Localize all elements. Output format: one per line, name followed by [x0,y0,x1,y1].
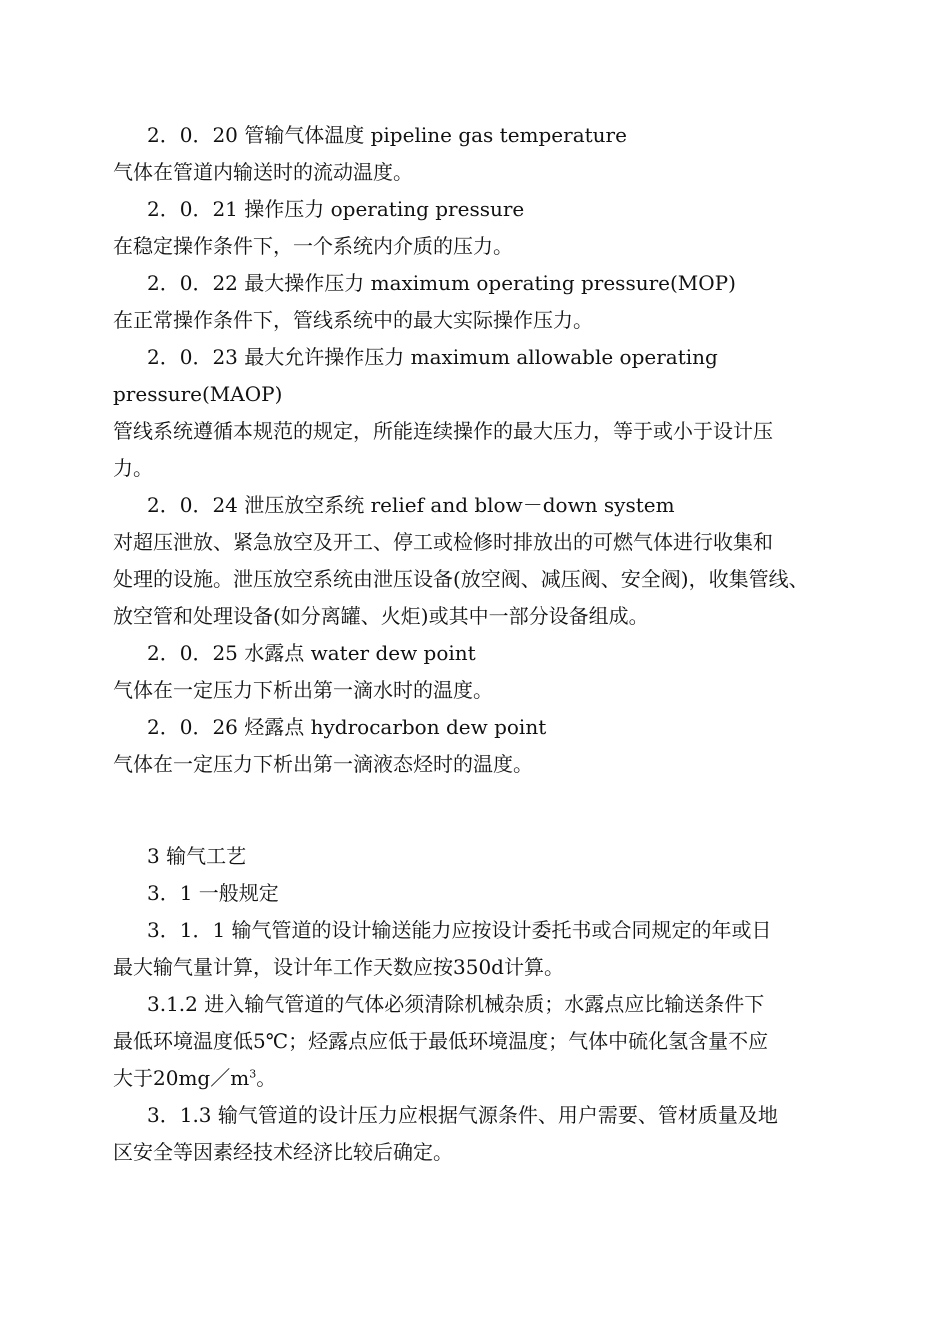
term-definition: 在稳定操作条件下，一个系统内介质的压力。 [113,234,513,258]
term-2-0-21 [113,191,850,265]
term-definition: 处理的设施。泄压放空系统由泄压设备(放空阀、减压阀、安全阀)，收集管线、 [113,567,809,591]
term-definition: 力。 [113,456,153,480]
clause-line: 区安全等因素经技术经济比较后确定。 [113,1140,453,1164]
term-heading: 2．0．20 管输气体温度 pipeline gas temperature [147,123,627,147]
term-heading: 2．0．21 操作压力 operating pressure [147,197,525,221]
unit-superscript: 3 [249,1067,257,1081]
term-heading: 2．0．24 泄压放空系统 relief and blow－down system [147,493,675,517]
clause-3-1-1 [113,912,850,986]
term-definition: 在正常操作条件下，管线系统中的最大实际操作压力。 [113,308,593,332]
clause-line: 最低环境温度低5℃；烃露点应低于最低环境温度；气体中硫化氢含量不应 [113,1029,769,1053]
term-definition: 气体在管道内输送时的流动温度。 [113,160,413,184]
clause-text: 大于20mg／m [113,1066,250,1090]
term-definition: 放空管和处理设备(如分离罐、火炬)或其中一部分设备组成。 [113,604,649,628]
term-2-0-24 [113,487,850,635]
chapter-title: 3 输气工艺 [147,844,247,868]
clause-text-end: 。 [256,1066,277,1090]
term-definition: 气体在一定压力下析出第一滴液态烃时的温度。 [113,752,533,776]
term-2-0-26 [113,709,850,783]
clause-3-1-3 [113,1097,850,1171]
clause-line-with-unit [113,1060,850,1097]
term-heading: 2．0．23 最大允许操作压力 maximum allowable operating [147,345,718,369]
clause-line: 3．1.3 输气管道的设计压力应根据气源条件、用户需要、管材质量及地 [147,1103,778,1127]
term-2-0-22 [113,265,850,339]
term-heading: 2．0．25 水露点 water dew point [147,641,476,665]
term-heading: 2．0．26 烃露点 hydrocarbon dew point [147,715,547,739]
clause-3-1-2 [113,986,850,1097]
term-definition: 管线系统遵循本规范的规定，所能连续操作的最大压力，等于或小于设计压 [113,419,773,443]
term-heading-continuation: pressure(MAOP) [113,382,283,406]
clause-line: 3.1.2 进入输气管道的气体必须清除机械杂质；水露点应比输送条件下 [147,992,765,1016]
term-definition: 对超压泄放、紧急放空及开工、停工或检修时排放出的可燃气体进行收集和 [113,530,773,554]
term-2-0-25 [113,635,850,709]
clause-line: 最大输气量计算，设计年工作天数应按350d计算。 [113,955,564,979]
section-title: 3．1 一般规定 [147,881,279,905]
section-spacer [113,783,850,838]
term-heading: 2．0．22 最大操作压力 maximum operating pressure(MOP) [147,271,736,295]
term-2-0-20 [113,117,850,191]
term-2-0-23 [113,339,850,487]
term-definition: 气体在一定压力下析出第一滴水时的温度。 [113,678,493,702]
clause-line: 3．1．1 输气管道的设计输送能力应按设计委托书或合同规定的年或日 [147,918,772,942]
